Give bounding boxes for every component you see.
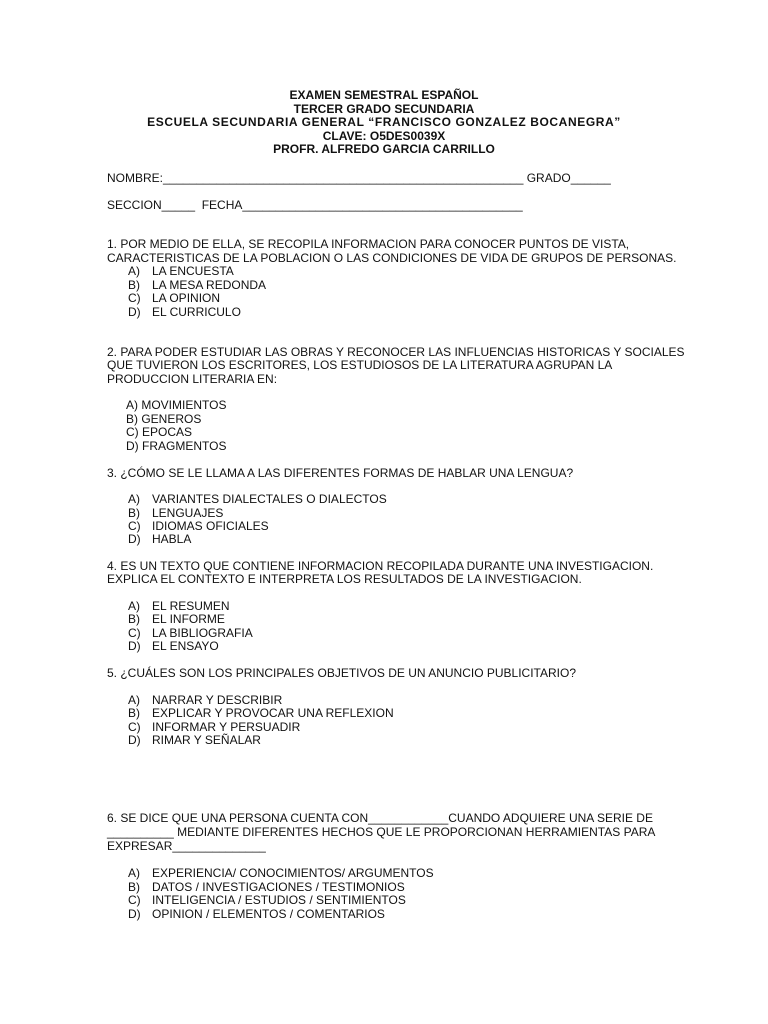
answer-option: C) EPOCAS (126, 425, 193, 439)
question-text-line: PRODUCCION LITERARIA EN: (107, 372, 278, 386)
question-text-line: 4. ES UN TEXTO QUE CONTIENE INFORMACION RECOPILADA DURANTE UNA INVESTIGACION. (107, 559, 654, 573)
option-text: DATOS / INVESTIGACIONES / TESTIMONIOS (152, 880, 405, 894)
answer-option (128, 292, 220, 306)
answer-option (128, 707, 394, 721)
option-text: HABLA (152, 532, 192, 546)
option-letter: D) (128, 907, 141, 921)
question-text-line: QUE TUVIERON LOS ESCRITORES, LOS ESTUDIOSOS DE LA LITERATURA AGRUPAN LA (107, 358, 613, 372)
option-text: INTELIGENCIA / ESTUDIOS / SENTIMIENTOS (152, 893, 406, 907)
section-date-field: SECCION_____ FECHA__________________________________________ (107, 198, 523, 212)
school-key: CLAVE: O5DES0039X (322, 128, 446, 143)
option-letter: A) (128, 492, 140, 506)
option-letter: B) (128, 706, 140, 720)
option-letter: D) (128, 639, 141, 653)
answer-option (128, 734, 261, 748)
grade-line: TERCER GRADO SECUNDARIA (293, 101, 475, 116)
option-letter: C) (128, 893, 141, 907)
answer-option (128, 908, 385, 922)
answer-option (128, 520, 269, 534)
answer-option (128, 894, 406, 908)
option-text: EL CURRICULO (152, 305, 241, 319)
option-text: LA OPINION (152, 291, 221, 305)
teacher-name: PROFR. ALFREDO GARCIA CARRILLO (273, 142, 495, 157)
answer-option: A) MOVIMIENTOS (126, 398, 227, 412)
question-text-line: EXPLICA EL CONTEXTO E INTERPRETA LOS RESULTADOS DE LA INVESTIGACION. (107, 572, 582, 586)
option-text: LENGUAJES (152, 506, 224, 520)
option-letter: B) (128, 612, 140, 626)
option-letter: A) (128, 866, 140, 880)
answer-option (128, 533, 191, 547)
question-text-line: EXPRESAR______________ (107, 839, 266, 853)
answer-option (128, 640, 219, 654)
option-letter: A) (128, 693, 140, 707)
answer-option (128, 493, 387, 507)
option-text: VARIANTES DIALECTALES O DIALECTOS (152, 492, 387, 506)
answer-option (128, 306, 241, 320)
school-name: ESCUELA SECUNDARIA GENERAL “FRANCISCO GONZALEZ BOCANEGRA” (147, 115, 621, 130)
option-letter: D) (128, 532, 141, 546)
option-text: EXPLICAR Y PROVOCAR UNA REFLEXION (152, 706, 394, 720)
answer-option (128, 265, 234, 279)
option-text: OPINION / ELEMENTOS / COMENTARIOS (152, 907, 385, 921)
option-letter: B) (128, 278, 140, 292)
option-text: NARRAR Y DESCRIBIR (152, 693, 283, 707)
option-letter: A) (128, 599, 140, 613)
question-text-line: 5. ¿CUÁLES SON LOS PRINCIPALES OBJETIVOS DE UN ANUNCIO PUBLICITARIO? (107, 666, 577, 680)
option-text: EL RESUMEN (152, 599, 230, 613)
exam-title: EXAMEN SEMESTRAL ESPAÑOL (289, 88, 479, 102)
option-text: RIMAR Y SEÑALAR (152, 733, 261, 747)
question-text-line: 6. SE DICE QUE UNA PERSONA CUENTA CON____________CUANDO ADQUIERE UNA SERIE DE (107, 811, 653, 825)
name-grade-field: NOMBRE:______________________________________________________ GRADO______ (107, 171, 611, 185)
option-text: EL ENSAYO (152, 639, 219, 653)
option-text: EXPERIENCIA/ CONOCIMIENTOS/ ARGUMENTOS (152, 866, 434, 880)
answer-option (128, 613, 225, 627)
option-letter: B) (128, 506, 140, 520)
exam-header (0, 89, 768, 157)
option-text: EL INFORME (152, 612, 225, 626)
option-text: LA ENCUESTA (152, 264, 234, 278)
option-letter: C) (128, 720, 141, 734)
question-text-line: 3. ¿CÓMO SE LE LLAMA A LAS DIFERENTES FORMAS DE HABLAR UNA LENGUA? (107, 466, 574, 480)
option-letter: B) (128, 880, 140, 894)
question-text-line: CARACTERISTICAS DE LA POBLACION O LAS CONDICIONES DE VIDA DE GRUPOS DE PERSONAS. (107, 251, 677, 265)
option-text: LA BIBLIOGRAFIA (152, 626, 253, 640)
option-letter: C) (128, 626, 141, 640)
option-text: LA MESA REDONDA (152, 278, 267, 292)
option-letter: D) (128, 733, 141, 747)
option-text: INFORMAR Y PERSUADIR (152, 720, 301, 734)
option-letter: C) (128, 519, 141, 533)
answer-option: D) FRAGMENTOS (126, 439, 227, 453)
question-text-line: __________ MEDIANTE DIFERENTES HECHOS QUE LE PROPORCIONAN HERRAMIENTAS PARA (107, 825, 656, 839)
option-letter: A) (128, 264, 140, 278)
question-text-line: 1. POR MEDIO DE ELLA, SE RECOPILA INFORMACION PARA CONOCER PUNTOS DE VISTA, (107, 237, 630, 251)
answer-option (128, 867, 434, 881)
answer-option: B) GENEROS (126, 412, 202, 426)
question-text-line: 2. PARA PODER ESTUDIAR LAS OBRAS Y RECONOCER LAS INFLUENCIAS HISTORICAS Y SOCIALES (107, 345, 685, 359)
option-letter: C) (128, 291, 141, 305)
option-text: IDIOMAS OFICIALES (152, 519, 269, 533)
option-letter: D) (128, 305, 141, 319)
